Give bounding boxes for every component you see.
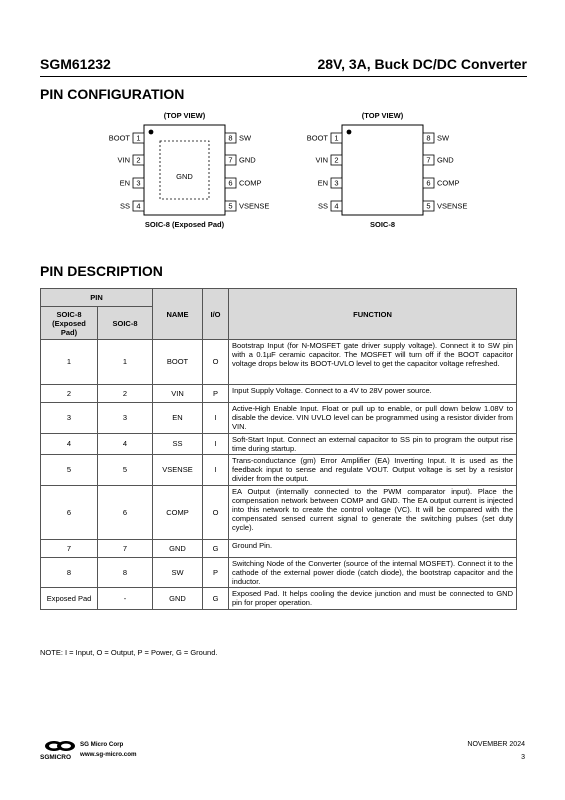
pin-name: VSENSE <box>437 201 468 211</box>
pin-number: 4 <box>136 201 141 211</box>
pin-name: GND <box>239 155 256 165</box>
footer-url: www.sg-micro.com <box>80 751 137 758</box>
top-view-label: (TOP VIEW) <box>361 111 404 120</box>
top-view-label: (TOP VIEW) <box>163 111 206 120</box>
pin-configuration-heading: PIN CONFIGURATION <box>40 86 185 102</box>
pin-number: 5 <box>228 201 233 211</box>
cell-soic8: 1 <box>98 340 153 385</box>
cell-io: G <box>203 588 229 609</box>
col-header-soic8-exposed-pad: SOIC-8 (Exposed Pad) <box>41 307 98 340</box>
cell-function: Exposed Pad. It helps cooling the device junction and must be connected to GND pin for proper operation. <box>229 588 517 609</box>
pin-name: SS <box>317 201 328 211</box>
pin-number: 6 <box>228 178 233 188</box>
cell-soic8: 4 <box>98 433 153 454</box>
footer-date: NOVEMBER 2024 <box>467 741 525 748</box>
cell-name: VIN <box>153 385 203 403</box>
logo-wordmark: SGMICRO <box>40 754 72 761</box>
cell-io: I <box>203 455 229 486</box>
cell-soic8-ep: Exposed Pad <box>41 588 98 609</box>
col-header-pin: PIN <box>41 289 153 307</box>
cell-soic8-ep: 6 <box>41 485 98 539</box>
pin-name: BOOT <box>108 133 130 143</box>
package-label: SOIC-8 <box>369 220 396 229</box>
header-title: 28V, 3A, Buck DC/DC Converter <box>317 56 527 72</box>
cell-io: P <box>203 385 229 403</box>
pin-number: 2 <box>136 155 141 165</box>
cell-function: Soft-Start Input. Connect an external capacitor to SS pin to program the output rise time during startup. <box>229 433 517 454</box>
cell-name: SS <box>153 433 203 454</box>
table-row <box>41 340 517 385</box>
cell-soic8: 3 <box>98 403 153 434</box>
cell-soic8: 8 <box>98 557 153 588</box>
cell-name: VSENSE <box>153 455 203 486</box>
pin-number: 8 <box>426 133 431 143</box>
cell-soic8: 6 <box>98 485 153 539</box>
col-header-io: I/O <box>203 289 229 340</box>
pin1-dot <box>347 130 352 135</box>
cell-function: Switching Node of the Converter (source of the internal MOSFET). Connect it to the cathode of the external power diode (catch diode), the bootstrap capacitor and the inductor. <box>229 557 517 588</box>
cell-io: G <box>203 539 229 557</box>
cell-name: BOOT <box>153 340 203 385</box>
pin-name: EN <box>317 178 328 188</box>
pin-number: 2 <box>334 155 339 165</box>
pad-label: GND <box>176 172 193 181</box>
package-exposed-pad <box>109 111 270 229</box>
pin-number: 6 <box>426 178 431 188</box>
cell-soic8-ep: 4 <box>41 433 98 454</box>
pin-number: 7 <box>426 155 431 165</box>
pin-description-table <box>40 288 517 610</box>
cell-soic8-ep: 8 <box>41 557 98 588</box>
table-row <box>41 588 517 609</box>
col-header-name: NAME <box>153 289 203 340</box>
pin1-dot <box>149 130 154 135</box>
pin-number: 1 <box>334 133 339 143</box>
cell-function: Bootstrap Input (for N-MOSFET gate driver supply voltage). Connect it to SW pin with a 0.1µF ceramic capacitor. The MOSFET will turn off if the BOOT capacitor voltage drops below its BOOT-UVLO level to get the capacitor voltage refreshed. <box>229 340 517 385</box>
pin-name: VIN <box>117 155 130 165</box>
pin-name: EN <box>119 178 130 188</box>
cell-io: O <box>203 485 229 539</box>
pin-name: SW <box>437 133 450 143</box>
table-row <box>41 433 517 454</box>
pin-name: COMP <box>437 178 460 188</box>
cell-soic8-ep: 7 <box>41 539 98 557</box>
cell-name: EN <box>153 403 203 434</box>
package-body <box>144 125 225 215</box>
table-row <box>41 455 517 486</box>
sgmicro-logo <box>40 740 80 762</box>
cell-function: Ground Pin. <box>229 539 517 557</box>
pin-name: SW <box>239 133 252 143</box>
table-row <box>41 557 517 588</box>
pin-name: VSENSE <box>239 201 270 211</box>
pin-name: BOOT <box>306 133 328 143</box>
pin-configuration-diagram <box>0 105 565 255</box>
table-row <box>41 539 517 557</box>
table-row <box>41 485 517 539</box>
pin-number: 1 <box>136 133 141 143</box>
pin-name: SS <box>119 201 130 211</box>
pin-number: 3 <box>334 178 339 188</box>
cell-soic8-ep: 5 <box>41 455 98 486</box>
package-soic8 <box>307 111 468 229</box>
cell-name: GND <box>153 588 203 609</box>
cell-name: SW <box>153 557 203 588</box>
cell-io: P <box>203 557 229 588</box>
pin-number: 5 <box>426 201 431 211</box>
cell-soic8: - <box>98 588 153 609</box>
cell-soic8: 5 <box>98 455 153 486</box>
table-row <box>41 385 517 403</box>
pin-number: 7 <box>228 155 233 165</box>
pin-name: COMP <box>239 178 262 188</box>
col-header-function: FUNCTION <box>229 289 517 340</box>
pin-description-heading: PIN DESCRIPTION <box>40 263 163 279</box>
cell-io: I <box>203 433 229 454</box>
pin-number: 8 <box>228 133 233 143</box>
cell-io: O <box>203 340 229 385</box>
cell-soic8-ep: 2 <box>41 385 98 403</box>
cell-soic8-ep: 3 <box>41 403 98 434</box>
page-number: 3 <box>521 754 525 761</box>
header-rule <box>40 76 527 77</box>
col-header-soic8: SOIC-8 <box>98 307 153 340</box>
pin-name: VIN <box>315 155 328 165</box>
cell-function: Trans-conductance (gm) Error Amplifier (EA) Inverting Input. It is used as the feedback input to sense and regulate VOUT. Output voltage is set by a resistor divider from the output. <box>229 455 517 486</box>
table-row <box>41 403 517 434</box>
cell-soic8: 2 <box>98 385 153 403</box>
package-body <box>342 125 423 215</box>
cell-function: Input Supply Voltage. Connect to a 4V to 28V power source. <box>229 385 517 403</box>
cell-function: Active-High Enable Input. Float or pull up to enable, or pull down below 1.08V to disable the device. VIN UVLO level can be programmed using a resistor divider from VIN. <box>229 403 517 434</box>
footnote: NOTE: I = Input, O = Output, P = Power, G = Ground. <box>40 648 218 657</box>
cell-soic8: 7 <box>98 539 153 557</box>
pin-number: 4 <box>334 201 339 211</box>
cell-io: I <box>203 403 229 434</box>
pin-number: 3 <box>136 178 141 188</box>
cell-soic8-ep: 1 <box>41 340 98 385</box>
pin-name: GND <box>437 155 454 165</box>
header-part-number: SGM61232 <box>40 56 111 72</box>
cell-name: COMP <box>153 485 203 539</box>
cell-function: EA Output (internally connected to the PWM comparator input). Place the compensation network between COMP and GND. The EA output current is injected into this network to create the control voltage (VC). It will be compared with the compensated sensed current signal to generate the switching pulses (set duty cycle). <box>229 485 517 539</box>
cell-name: GND <box>153 539 203 557</box>
footer-corp: SG Micro Corp <box>80 741 124 748</box>
package-label: SOIC-8 (Exposed Pad) <box>144 220 225 229</box>
